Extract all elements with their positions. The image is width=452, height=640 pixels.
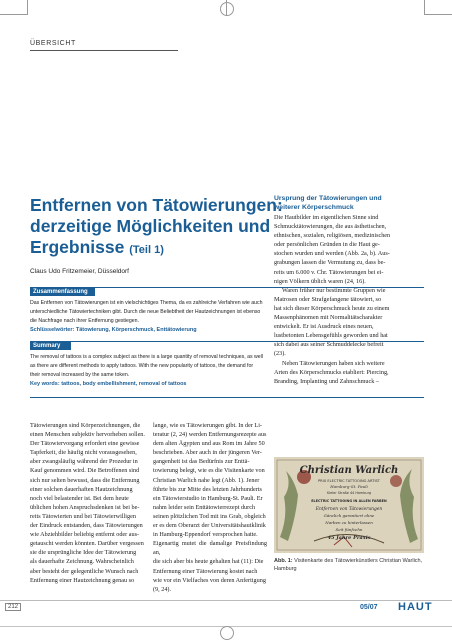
title-line: Entfernen von Tätowierungen: bbox=[30, 195, 283, 215]
text-line: nahm leider sein Enttätowierrezept durch bbox=[153, 503, 256, 511]
text-line: hat sich dieser Körperschmuck heute zu einem bbox=[274, 304, 390, 312]
text-line: stochen wurden und werden (Abb. 2a, b). Aus- bbox=[274, 250, 390, 258]
text-line: ethnischen, sozialen, religiösen, medizinischen bbox=[274, 232, 391, 240]
text-line: die sich aber bis heute gehalten hat (11): Die bbox=[153, 558, 264, 566]
text-line: der Eindruck entstanden, dass Tätowierungen bbox=[30, 522, 143, 530]
text-line: dem alten Ägypten und aus Rom im Jahre 50 bbox=[153, 440, 265, 448]
text-line: getauscht werden könnten. Darüber vergessen bbox=[30, 540, 144, 548]
text-line: Tapferkeit, die häufig nicht vorausgesehen, bbox=[30, 449, 137, 457]
text-line: Kauf genommen wird. Die Betroffenen sind bbox=[30, 467, 140, 475]
section-label: ÜBERSICHT bbox=[30, 40, 76, 47]
text-line: wie vor ein Vielfaches von deren Anfertigung bbox=[153, 576, 266, 584]
body-column-2 bbox=[153, 421, 267, 594]
crop-mark bbox=[424, 14, 452, 15]
text-line: seinen plötzlichen Tod mit ins Grab, obgleich bbox=[153, 512, 266, 520]
footer-rule bbox=[0, 600, 452, 601]
text-line: Neben Tätowierungen haben sich weitere bbox=[282, 359, 385, 367]
card-title: Christian Warlich bbox=[299, 465, 399, 476]
author-line: Claus Udo Fritzemeier, Düsseldorf bbox=[30, 268, 129, 275]
text-line: teratur (2, 24) werden Entfernungsrezepte aus bbox=[153, 431, 267, 439]
zusammenfassung-label: Zusammenfassung bbox=[30, 288, 95, 296]
text-line: ein Tätowierstudio in Hamburg-St. Pauli. Er bbox=[153, 494, 263, 502]
text-line: lustbetonten Lebensgefühls geworden und hat bbox=[274, 332, 388, 340]
card-text: Kieler Straße 44 Hamburg bbox=[326, 491, 372, 495]
title-text: Ergebnisse bbox=[30, 237, 125, 257]
registration-mark bbox=[220, 626, 234, 640]
text-line: reits Tätowierten und bei Tätowierwilligen bbox=[30, 512, 136, 520]
text-line: lange, wie es Tätowierungen gibt. In der Li- bbox=[153, 422, 262, 429]
summary-label: Summary bbox=[30, 342, 71, 350]
text-line: einer solchen dauerhaften Hautzeichnung bbox=[30, 485, 133, 493]
figure-caption bbox=[274, 557, 424, 573]
keywords-value: Tätowierung, Körperschmuck, Enttätowierung bbox=[75, 327, 197, 333]
text-line: Massenphänomen mit Normalitätscharakter bbox=[274, 314, 383, 322]
title-line: derzeitige Möglichkeiten und bbox=[30, 216, 271, 236]
text-line: in Hamburg-Eppendorf versprochen hatte. bbox=[153, 531, 258, 539]
keywords-label: Key words: bbox=[30, 381, 60, 387]
caption-label: Abb. 1: bbox=[274, 558, 293, 564]
text-line: nigen Völkern üblich waren (24, 16). bbox=[274, 277, 366, 285]
text-line: führte bis zur Mitte des letzten Jahrhunderts bbox=[153, 485, 262, 493]
text-line: sich dabei aus seiner Schmuddelecke befreit bbox=[274, 341, 384, 349]
text-line: üblichen hohen Anspruchsdenken ist bei be- bbox=[30, 503, 140, 511]
body-column-1 bbox=[30, 421, 148, 585]
card-text: Narben zu hinterlassen bbox=[325, 520, 373, 525]
text-line: grabungen lassen die Vermutung zu, dass be- bbox=[274, 259, 386, 267]
text-line: Branding, Implanting und Zahnschmuck – bbox=[274, 377, 379, 385]
card-text: Entfernen von Tätowierungen bbox=[315, 507, 383, 512]
text-line: Christian Warlich nahe legt (Abb. 1). Jener bbox=[153, 476, 260, 484]
keywords-value: tattoos, body embellishment, removal of tattoos bbox=[61, 381, 187, 387]
abstract-end-rule bbox=[30, 397, 424, 398]
card-text: Gänzlich garantiert ohne bbox=[323, 513, 375, 518]
text-line: Schmucktätowierungen, die aus ästhetischen, bbox=[274, 223, 387, 231]
crop-mark bbox=[0, 14, 28, 15]
text-line: Die Hautbilder im eigentlichen Sinne sind bbox=[274, 214, 379, 221]
card-text: Hamburg-St. Pauli bbox=[330, 484, 368, 489]
crop-mark bbox=[27, 0, 28, 14]
abstract-line: The removal of tattoos is a complex subject as there is a large quantity of removal techniques, as well bbox=[30, 354, 263, 360]
text-line: Der Tätowiervorgang erfordert eine gewisse bbox=[30, 440, 140, 448]
text-line: gangenheit ist das Bedürfnis zur Enttä- bbox=[153, 458, 250, 466]
card-text: 45 Jahre Praxis bbox=[327, 535, 371, 541]
heading-line: weiterer Körperschmuck bbox=[274, 203, 354, 211]
text-line: sie die ursprüngliche Idee der Tätowierung bbox=[30, 549, 137, 557]
page-number: 212 bbox=[5, 603, 21, 611]
text-line: Eigenartig mutet die damalige Preisfindung an, bbox=[153, 540, 267, 557]
text-line: reits um 6.000 v. Chr. Tätowierungen bei ei- bbox=[274, 268, 384, 276]
crop-mark bbox=[424, 0, 425, 14]
title-part: (Teil 1) bbox=[129, 244, 164, 256]
text-line: Arten des Körperschmucks etabliert: Piercing, bbox=[274, 368, 389, 376]
card-text: PRIX ELECTRIC TATTOOING ARTIST bbox=[318, 479, 380, 483]
text-line: als dauerhafte Zeichnung. Wahrscheinlich bbox=[30, 558, 134, 566]
text-line: er es dem Oberarzt der Universitätshautklinik bbox=[153, 522, 266, 530]
text-line: (9, 24). bbox=[153, 585, 172, 593]
registration-mark bbox=[226, 0, 227, 16]
business-card-image bbox=[274, 457, 424, 553]
registration-mark bbox=[220, 2, 234, 16]
text-line: Entfernung einer Hautzeichnung genau so bbox=[30, 576, 135, 584]
text-line: Entfernung einer Tätowierung kostet nach bbox=[153, 567, 258, 575]
heading-line: Ursprung der Tätowierungen und bbox=[274, 195, 382, 202]
magazine-name: HAUT bbox=[398, 601, 433, 613]
keywords-label: Schlüsselwörter: bbox=[30, 327, 75, 333]
card-text: Seit fünfzehn bbox=[335, 527, 363, 532]
caption-text: Visitenkarte des Tätowierkünstlers Christian Warlich, Hamburg bbox=[274, 558, 423, 572]
text-line: wie Abziehbilder beliebig entfernt oder aus- bbox=[30, 531, 140, 539]
text-line: entwickelt. Er ist Ausdruck eines neuen, bbox=[274, 323, 374, 331]
abstract-line: Das Entfernen von Tätowierungen ist ein vielschichtiges Thema, da es zahlreiche Verfahren wie auch bbox=[30, 300, 263, 306]
text-line: noch viel belastender ist. Bei dem heute bbox=[30, 494, 129, 502]
text-line: oder persönlichen Gründen in die Haut ge- bbox=[274, 241, 380, 249]
text-line: (23). bbox=[274, 350, 286, 358]
text-line: Tätowierungen sind Körperzeichnungen, die bbox=[30, 422, 141, 429]
card-text: ELECTRIC TATTOOING IN ALLEN FARBEN bbox=[311, 499, 387, 503]
abstract-line: die Nachfrage nach ihrer Entfernung gestiegen. bbox=[30, 318, 140, 324]
text-line: einen Menschen subjektiv hervorheben sollen. bbox=[30, 431, 145, 439]
abstract-line: as there are different methods to apply tattoos. With the new popularity of tattoos, the demand for bbox=[30, 363, 254, 369]
text-line: sich nur selten bewusst, dass die Entfernung bbox=[30, 476, 140, 484]
business-card-illustration bbox=[274, 457, 424, 553]
section-rule bbox=[30, 50, 178, 51]
text-line: towierung belegt, wie es die Visitenkarte von bbox=[153, 467, 265, 475]
abstract-line: their removal increased by the same token. bbox=[30, 372, 130, 378]
abstract-line: unterschiedliche Tätowiertechniken gibt. Durch die neue Beliebtheit der Hautzeichnungen ist ebenso bbox=[30, 309, 261, 315]
text-line: beschrieben. Aber auch in der jüngeren Ver- bbox=[153, 449, 262, 457]
sidebar-heading bbox=[274, 195, 424, 212]
text-line: Matrosen oder Strafgefangene tätowiert, so bbox=[274, 295, 382, 303]
text-line: aber zwangsläufig während der Prozedur in bbox=[30, 458, 138, 466]
text-line: aber besteht der gelegentliche Wunsch nach bbox=[30, 567, 139, 575]
sidebar-body bbox=[274, 213, 424, 386]
text-line: Waren früher nur bestimmte Gruppen wie bbox=[282, 286, 386, 294]
issue-number: 05/07 bbox=[360, 604, 378, 611]
